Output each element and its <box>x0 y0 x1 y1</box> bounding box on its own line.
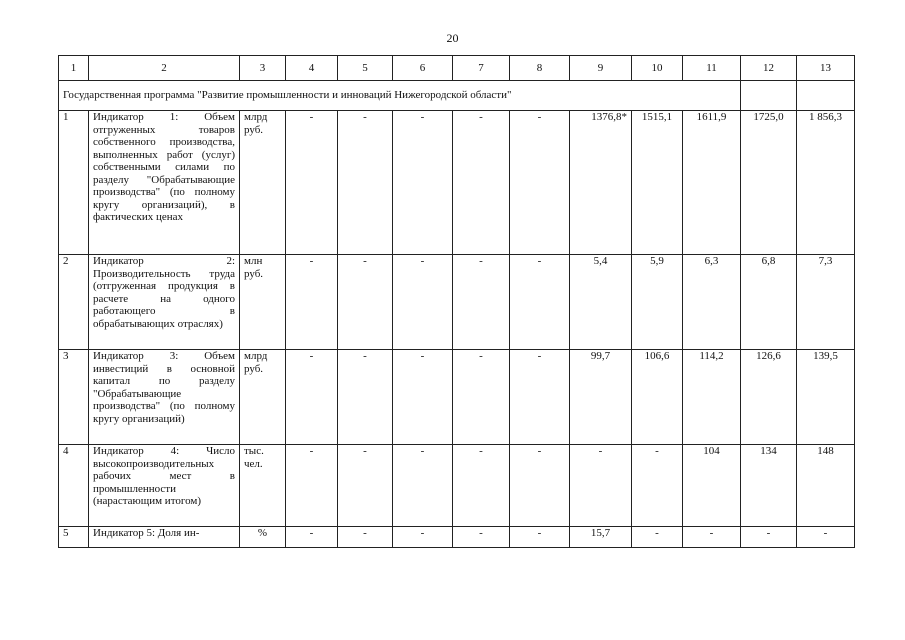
indicator-table <box>58 55 855 548</box>
value-cell: - <box>393 445 453 527</box>
value-cell: - <box>510 350 570 445</box>
table-row <box>59 111 855 255</box>
value-cell: - <box>393 255 453 350</box>
indicator-name: Индикатор 3: Объем инвестиций в основной капитал по разделу "Обрабатывающие производства" (по полному кругу организаций) <box>89 350 240 445</box>
indicator-name: Индикатор 4: Число высокопроизводительных рабочих мест в промышленности (нарастающим итогом) <box>89 445 240 527</box>
value-cell: 1 856,3 <box>797 111 855 255</box>
value-cell: 134 <box>741 445 797 527</box>
header-row <box>59 56 855 81</box>
unit: млн руб. <box>240 255 286 350</box>
program-empty-cell <box>741 81 797 111</box>
value-cell: - <box>453 255 510 350</box>
value-cell: 1376,8* <box>570 111 632 255</box>
program-row <box>59 81 855 111</box>
header-cell: 8 <box>510 56 570 81</box>
page-number: 20 <box>446 31 459 45</box>
header-cell: 1 <box>59 56 89 81</box>
indicator-name: Индикатор 1: Объем отгруженных товаров собственного производства, выполненных работ (услуг) собственными силами по разделу "Обрабатывающие производства" (по полному кругу организаций), в фактических ценах <box>89 111 240 255</box>
header-cell: 4 <box>286 56 338 81</box>
value-cell: 104 <box>683 445 741 527</box>
value-cell: - <box>453 111 510 255</box>
program-empty-cell <box>797 81 855 111</box>
program-title: Государственная программа "Развитие промышленности и инноваций Нижегородской области" <box>59 81 741 111</box>
value-cell: - <box>393 350 453 445</box>
unit: % <box>240 527 286 548</box>
value-cell: 1725,0 <box>741 111 797 255</box>
value-cell: - <box>338 255 393 350</box>
value-cell: 99,7 <box>570 350 632 445</box>
value-cell: 1515,1 <box>632 111 683 255</box>
table-row <box>59 445 855 527</box>
header-cell: 7 <box>453 56 510 81</box>
header-cell: 13 <box>797 56 855 81</box>
value-cell: - <box>393 527 453 548</box>
value-cell: 7,3 <box>797 255 855 350</box>
value-cell: - <box>393 111 453 255</box>
value-cell: 5,4 <box>570 255 632 350</box>
header-cell: 11 <box>683 56 741 81</box>
value-cell: 114,2 <box>683 350 741 445</box>
value-cell: - <box>338 445 393 527</box>
value-cell: - <box>286 255 338 350</box>
value-cell: 6,8 <box>741 255 797 350</box>
value-cell: 5,9 <box>632 255 683 350</box>
value-cell: - <box>510 527 570 548</box>
header-cell: 3 <box>240 56 286 81</box>
table-row <box>59 255 855 350</box>
value-cell: 15,7 <box>570 527 632 548</box>
value-cell: 139,5 <box>797 350 855 445</box>
value-cell: - <box>510 255 570 350</box>
row-number: 2 <box>59 255 89 350</box>
value-cell: - <box>286 111 338 255</box>
value-cell: - <box>453 527 510 548</box>
header-cell: 5 <box>338 56 393 81</box>
value-cell: - <box>570 445 632 527</box>
row-number: 3 <box>59 350 89 445</box>
value-cell: - <box>632 527 683 548</box>
row-number: 4 <box>59 445 89 527</box>
value-cell: - <box>286 527 338 548</box>
header-cell: 2 <box>89 56 240 81</box>
value-cell: - <box>741 527 797 548</box>
value-cell: - <box>510 111 570 255</box>
value-cell: 106,6 <box>632 350 683 445</box>
row-number: 1 <box>59 111 89 255</box>
indicator-name: Индикатор 2: Производительность труда (отгруженная продукция в расчете на одного работающего в обрабатывающих отраслях) <box>89 255 240 350</box>
value-cell: - <box>632 445 683 527</box>
value-cell: - <box>683 527 741 548</box>
value-cell: - <box>286 350 338 445</box>
row-number: 5 <box>59 527 89 548</box>
table-row <box>59 527 855 548</box>
value-cell: 6,3 <box>683 255 741 350</box>
value-cell: - <box>338 527 393 548</box>
header-cell: 9 <box>570 56 632 81</box>
unit: млрд руб. <box>240 111 286 255</box>
unit: млрд руб. <box>240 350 286 445</box>
value-cell: 126,6 <box>741 350 797 445</box>
value-cell: 1611,9 <box>683 111 741 255</box>
value-cell: - <box>286 445 338 527</box>
value-cell: - <box>453 350 510 445</box>
value-cell: - <box>338 111 393 255</box>
header-cell: 12 <box>741 56 797 81</box>
value-cell: - <box>453 445 510 527</box>
value-cell: - <box>338 350 393 445</box>
header-cell: 10 <box>632 56 683 81</box>
value-cell: - <box>797 527 855 548</box>
indicator-name: Индикатор 5: Доля ин- <box>89 527 240 548</box>
table-row <box>59 350 855 445</box>
value-cell: 148 <box>797 445 855 527</box>
header-cell: 6 <box>393 56 453 81</box>
unit: тыс. чел. <box>240 445 286 527</box>
value-cell: - <box>510 445 570 527</box>
